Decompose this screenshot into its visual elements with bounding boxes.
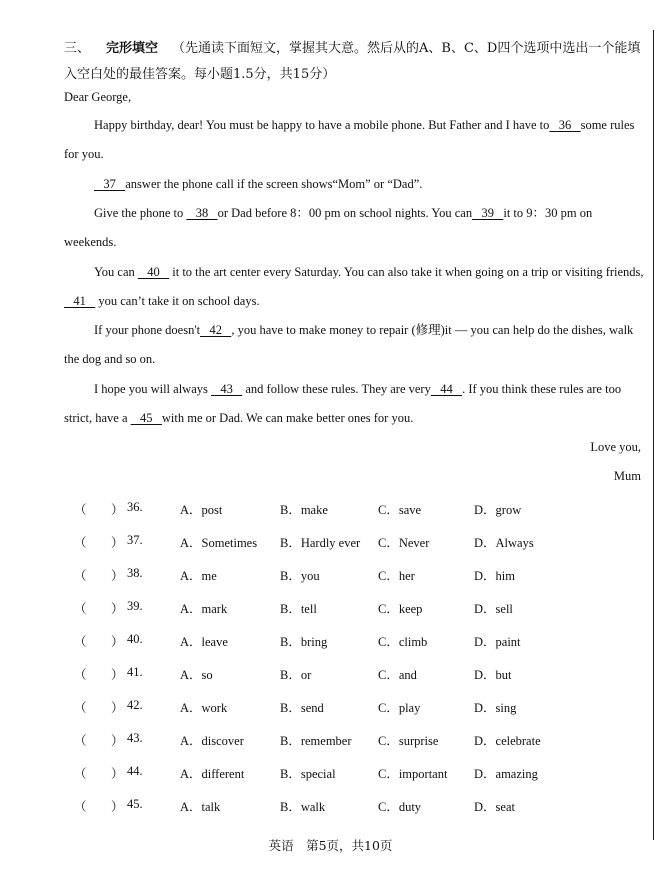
text: I hope you will always xyxy=(94,382,211,396)
text: some rules for you. xyxy=(64,118,635,161)
option-a: A．mark xyxy=(180,602,228,616)
option-c: C．save xyxy=(378,503,422,517)
blank-41: 41 xyxy=(64,294,96,308)
option-c: C．important xyxy=(378,767,448,781)
option-d: D．grow xyxy=(474,503,522,517)
blank-45: 45 xyxy=(130,411,162,425)
section-heading xyxy=(64,36,649,88)
option-c: C．climb xyxy=(378,635,428,649)
answer-bracket-close: ） xyxy=(111,635,124,649)
option-d: D．amazing xyxy=(474,767,538,781)
option-a: A．post xyxy=(180,503,223,517)
text: answer the phone call if the screen shows“Mom” or “Dad”. xyxy=(125,177,423,191)
option-a: A．discover xyxy=(180,734,244,748)
option-c: C．duty xyxy=(378,800,422,814)
question-number: 43. xyxy=(127,731,143,745)
question-number: 44. xyxy=(127,764,143,778)
paragraph-3 xyxy=(64,199,644,257)
letter-signature: Mum xyxy=(613,469,641,483)
option-a: A．so xyxy=(180,668,213,682)
blank-39: 39 xyxy=(472,206,504,220)
option-c: C．her xyxy=(378,569,415,583)
answer-bracket-open: （ xyxy=(74,701,87,715)
question-number: 41. xyxy=(127,665,143,679)
option-c: C．keep xyxy=(378,602,423,616)
option-b: B．walk xyxy=(280,800,326,814)
text: you can’t take it on school days. xyxy=(95,294,260,308)
answer-bracket-open: （ xyxy=(74,503,87,517)
option-c: C．Never xyxy=(378,536,430,550)
option-d: D．seat xyxy=(474,800,515,814)
option-b: B．make xyxy=(280,503,328,517)
answer-bracket-close: ） xyxy=(111,701,124,715)
letter-greeting: Dear George, xyxy=(64,90,132,104)
section-instructions: （先通读下面短文，掌握其大意。然后从的A、B、C、D四个选项中选出一个能填入空白处的最佳答案。每小题1.5分，共15分） xyxy=(64,41,641,82)
option-a: A．different xyxy=(180,767,245,781)
blank-37: 37 xyxy=(94,177,126,191)
paragraph-6 xyxy=(64,375,644,433)
answer-bracket-close: ） xyxy=(111,767,124,781)
answer-bracket-open: （ xyxy=(74,635,87,649)
blank-42: 42 xyxy=(200,323,232,337)
section-number: 三、 xyxy=(64,41,91,56)
question-number: 40. xyxy=(127,632,143,646)
section-title: 完形填空 xyxy=(106,41,159,56)
option-a: A．work xyxy=(180,701,228,715)
margin-line xyxy=(653,30,654,840)
option-b: B．special xyxy=(280,767,336,781)
option-d: D．Always xyxy=(474,536,534,550)
option-d: D．him xyxy=(474,569,515,583)
answer-bracket-open: （ xyxy=(74,536,87,550)
answer-bracket-open: （ xyxy=(74,602,87,616)
option-c: C．play xyxy=(378,701,421,715)
option-b: B．remember xyxy=(280,734,352,748)
blank-44: 44 xyxy=(430,382,463,396)
answer-bracket-open: （ xyxy=(74,767,87,781)
text: . If you think these rules are too strict, have a xyxy=(64,382,622,425)
answer-bracket-close: ） xyxy=(111,602,124,616)
option-b: B．send xyxy=(280,701,324,715)
paragraph-1 xyxy=(64,111,644,169)
question-number: 37. xyxy=(127,533,143,547)
question-number: 38. xyxy=(127,566,143,580)
paragraph-4 xyxy=(64,258,644,316)
option-a: A．leave xyxy=(180,635,228,649)
option-d: D．sell xyxy=(474,602,513,616)
text: with me or Dad. We can make better ones for you. xyxy=(161,411,414,425)
paragraph-5 xyxy=(64,316,644,374)
question-number: 42. xyxy=(127,698,143,712)
blank-38: 38 xyxy=(186,206,218,220)
question-number: 39. xyxy=(127,599,143,613)
answer-bracket-close: ） xyxy=(111,569,124,583)
answer-bracket-open: （ xyxy=(74,800,87,814)
option-d: D．paint xyxy=(474,635,521,649)
answer-bracket-close: ） xyxy=(111,734,124,748)
option-b: B．Hardly ever xyxy=(280,536,361,550)
text: Happy birthday, dear! You must be happy to have a mobile phone. But Father and I have to xyxy=(94,118,550,132)
option-d: D．celebrate xyxy=(474,734,541,748)
question-number: 36. xyxy=(127,500,143,514)
letter-closing: Love you, xyxy=(590,440,641,454)
paragraph-2 xyxy=(64,170,644,199)
blank-43: 43 xyxy=(211,382,243,396)
option-a: A．me xyxy=(180,569,217,583)
text: it to 9：30 pm on weekends. xyxy=(64,206,593,249)
answer-bracket-open: （ xyxy=(74,734,87,748)
option-b: B．tell xyxy=(280,602,317,616)
option-b: B．you xyxy=(280,569,320,583)
text: or Dad before 8：00 pm on school nights. You can xyxy=(217,206,473,220)
answer-bracket-close: ） xyxy=(111,668,124,682)
text: You can xyxy=(94,265,138,279)
text: and follow these rules. They are very xyxy=(242,382,431,396)
answer-bracket-close: ） xyxy=(111,503,124,517)
question-number: 45. xyxy=(127,797,143,811)
option-b: B．bring xyxy=(280,635,328,649)
text: If your phone doesn't xyxy=(94,323,201,337)
text: it to the art center every Saturday. You can also take it when going on a trip or visiting friends, xyxy=(169,265,644,279)
answer-bracket-close: ） xyxy=(111,536,124,550)
option-a: A．Sometimes xyxy=(180,536,258,550)
option-c: C．surprise xyxy=(378,734,439,748)
option-b: B．or xyxy=(280,668,312,682)
answer-bracket-open: （ xyxy=(74,668,87,682)
page-footer: 英语 第5页，共10页 xyxy=(268,838,393,853)
option-d: D．but xyxy=(474,668,512,682)
text: , you have to make money to repair (修理)it — you can help do the dishes, walk the dog and so on. xyxy=(64,323,634,366)
option-a: A．talk xyxy=(180,800,221,814)
blank-40: 40 xyxy=(137,265,170,279)
text: Give the phone to xyxy=(94,206,187,220)
answer-bracket-open: （ xyxy=(74,569,87,583)
option-d: D．sing xyxy=(474,701,517,715)
option-c: C．and xyxy=(378,668,417,682)
answer-bracket-close: ） xyxy=(111,800,124,814)
blank-36: 36 xyxy=(549,118,581,132)
